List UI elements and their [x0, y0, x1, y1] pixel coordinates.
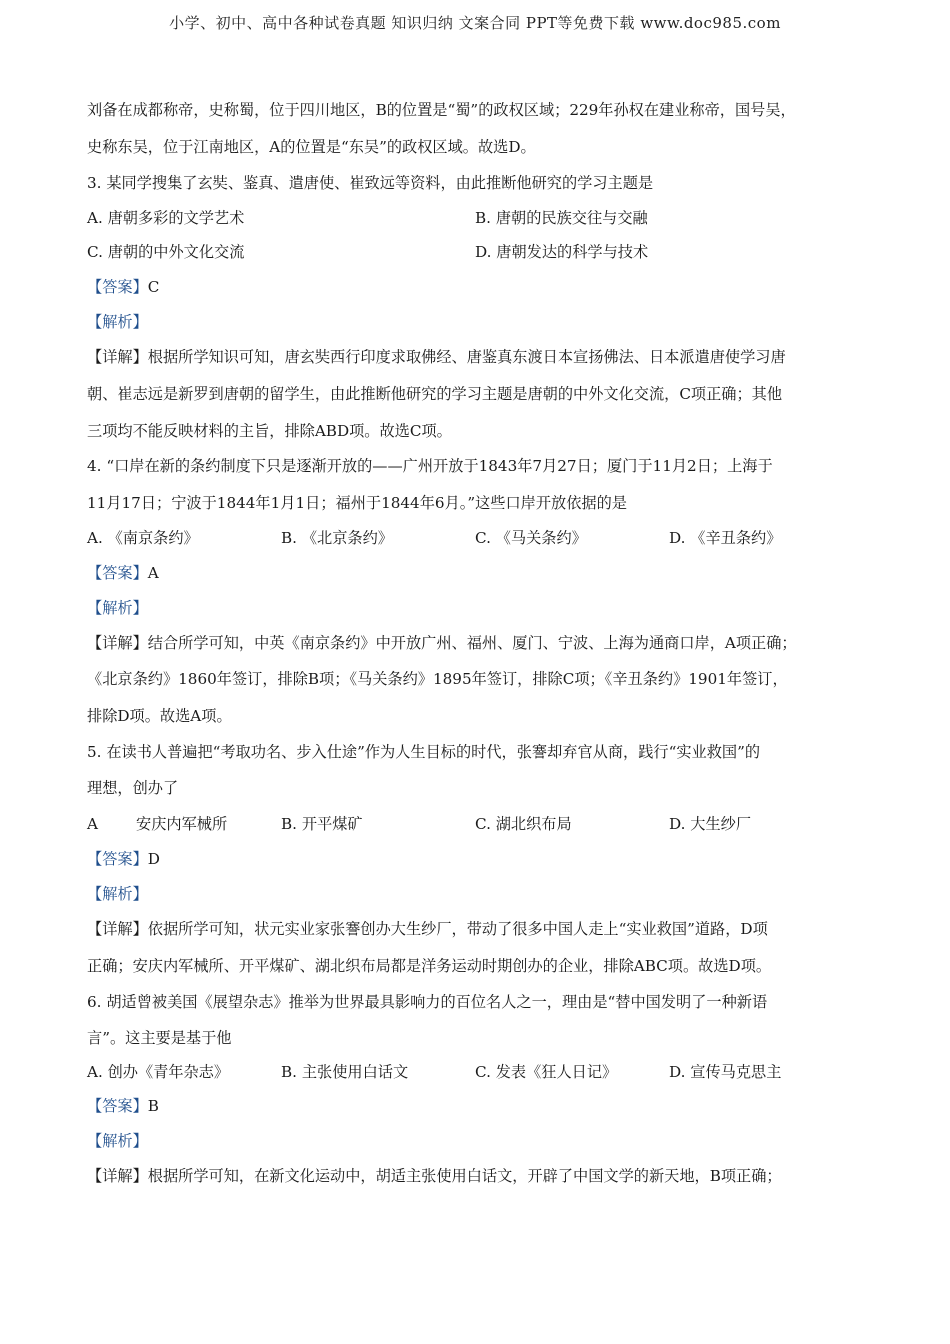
question-3-detail-line-3: 三项均不能反映材料的主旨，排除ABD项。故选C项。 [87, 422, 452, 440]
question-6-detail-line-1 [87, 1166, 782, 1186]
question-5-answer [87, 849, 160, 869]
question-5-option-a-letter: A [87, 815, 98, 833]
intro-line-1: 刘备在成都称帝，史称蜀，位于四川地区，B的位置是“蜀”的政权区域；229年孙权在建业称帝，国号吴， [87, 101, 796, 119]
question-5-stem-line-1: 5. 在读书人普遍把“考取功名、步入仕途”作为人生目标的时代，张謇却弃官从商，践行“实业救国”的 [87, 743, 761, 761]
question-5-option-d: D. 大生纱厂 [669, 815, 752, 833]
question-3-option-b: B. 唐朝的民族交往与交融 [475, 209, 648, 227]
question-3-analysis-label: 【解析】 [87, 313, 148, 331]
answer-value: C [147, 278, 160, 296]
question-4-detail-line-2: 《北京条约》1860年签订，排除B项；《马关条约》1895年签订，排除C项；《辛丑条约》1901年签订， [87, 670, 788, 688]
detail-text: 依据所学可知，状元实业家张謇创办大生纱厂，带动了很多中国人走上“实业救国”道路，D项 [147, 920, 768, 938]
answer-label: 【答案】 [87, 564, 148, 582]
question-4-option-b: B. 《北京条约》 [281, 529, 393, 547]
question-4-detail-line-3: 排除D项。故选A项。 [87, 707, 232, 725]
question-3-option-d: D. 唐朝发达的科学与技术 [475, 243, 649, 261]
question-3-detail-line-1 [87, 347, 786, 367]
question-6-analysis-label: 【解析】 [87, 1132, 148, 1150]
question-5-options [87, 814, 877, 834]
question-3-options-row-2 [87, 242, 877, 262]
question-5-option-b: B. 开平煤矿 [281, 815, 363, 833]
site-header: 小学、初中、高中各种试卷真题 知识归纳 文案合同 PPT等免费下载 www.doc985.com [169, 14, 781, 32]
detail-label: 【详解】 [87, 1167, 148, 1185]
answer-label: 【答案】 [87, 278, 148, 296]
question-6-option-c: C. 发表《狂人日记》 [475, 1063, 618, 1081]
question-4-stem-line-2: 11月17日；宁波于1844年1月1日；福州于1844年6月。”这些口岸开放依据的是 [87, 494, 627, 512]
question-4-options [87, 528, 877, 548]
question-6-option-a: A. 创办《青年杂志》 [87, 1063, 230, 1081]
question-6-option-b: B. 主张使用白话文 [281, 1063, 409, 1081]
question-4-detail-line-1 [87, 633, 797, 653]
question-4-option-a: A. 《南京条约》 [87, 529, 199, 547]
question-5-detail-line-1 [87, 919, 768, 939]
question-3-options-row-1 [87, 208, 877, 228]
question-4-answer [87, 563, 159, 583]
question-3-stem: 3. 某同学搜集了玄奘、鉴真、遣唐使、崔致远等资料，由此推断他研究的学习主题是 [87, 174, 654, 192]
question-4-option-d: D. 《辛丑条约》 [669, 529, 782, 547]
question-6-stem-line-1: 6. 胡适曾被美国《展望杂志》推举为世界最具影响力的百位名人之一，理由是“替中国发明了一种新语 [87, 993, 768, 1011]
question-5-detail-line-2: 正确；安庆内军械所、开平煤矿、湖北织布局都是洋务运动时期创办的企业，排除ABC项。故选D项。 [87, 957, 772, 975]
intro-line-2: 史称东吴，位于江南地区，A的位置是“东吴”的政权区域。故选D。 [87, 138, 536, 156]
question-3-detail-line-2: 朝、崔志远是新罗到唐朝的留学生，由此推断他研究的学习主题是唐朝的中外文化交流，C项正确；其他 [87, 385, 783, 403]
question-5-stem-line-2: 理想，创办了 [87, 779, 179, 797]
question-6-stem-line-2: 言”。这主要是基于他 [87, 1029, 232, 1047]
detail-label: 【详解】 [87, 920, 148, 938]
answer-value: A [147, 564, 159, 582]
question-3-option-c: C. 唐朝的中外文化交流 [87, 243, 245, 261]
question-6-option-d: D. 宣传马克思主 [669, 1063, 782, 1081]
question-4-analysis-label: 【解析】 [87, 599, 148, 617]
detail-text: 根据所学知识可知，唐玄奘西行印度求取佛经、唐鉴真东渡日本宣扬佛法、日本派遣唐使学习唐 [147, 348, 786, 366]
question-6-options [87, 1062, 877, 1082]
question-5-analysis-label: 【解析】 [87, 885, 148, 903]
question-6-answer [87, 1096, 159, 1116]
detail-text: 结合所学可知，中英《南京条约》中开放广州、福州、厦门、宁波、上海为通商口岸，A项正确； [147, 634, 797, 652]
answer-value: D [147, 850, 160, 868]
detail-text: 根据所学可知，在新文化运动中，胡适主张使用白话文，开辟了中国文学的新天地，B项正确； [147, 1167, 782, 1185]
question-3-option-a: A. 唐朝多彩的文学艺术 [87, 209, 245, 227]
question-4-stem-line-1: 4. “口岸在新的条约制度下只是逐渐开放的——广州开放于1843年7月27日；厦门于11月2日；上海于 [87, 457, 773, 475]
question-3-answer [87, 277, 159, 297]
question-4-option-c: C. 《马关条约》 [475, 529, 587, 547]
answer-label: 【答案】 [87, 850, 148, 868]
question-5-option-a-text: 安庆内军械所 [136, 815, 228, 833]
answer-label: 【答案】 [87, 1097, 148, 1115]
question-5-option-c: C. 湖北织布局 [475, 815, 572, 833]
detail-label: 【详解】 [87, 348, 148, 366]
answer-value: B [147, 1097, 159, 1115]
detail-label: 【详解】 [87, 634, 148, 652]
